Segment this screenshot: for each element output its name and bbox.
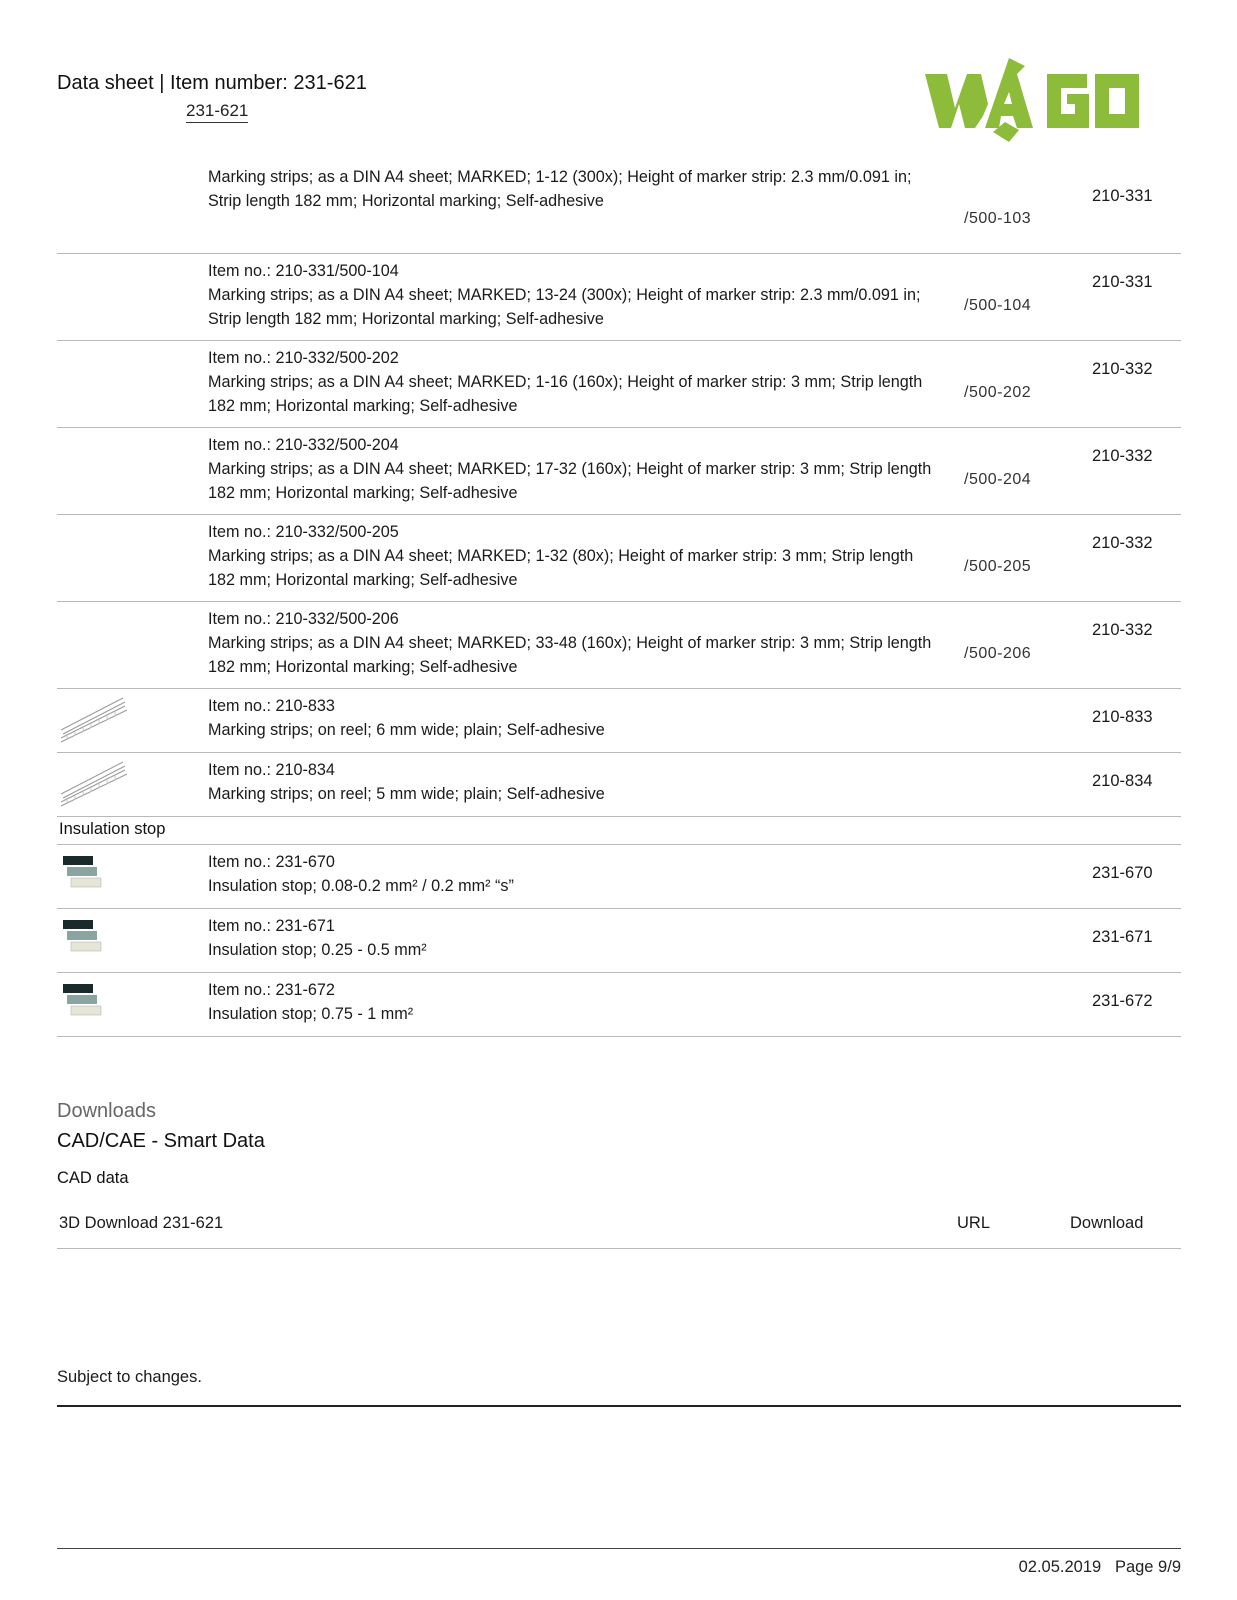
item-number: Item no.: 210-332/500-202 — [208, 349, 399, 367]
item-description: Item no.: 210-331/500-104 Marking strips; as a DIN A4 sheet; MARKED; 13-24 (300x); Height of marker strip: 2.3 mm/0.091 in; Strip length 182 mm; Horizontal marking; Self-adhesive — [208, 259, 958, 331]
item-description: Item no.: 210-332/500-202 Marking strips; as a DIN A4 sheet; MARKED; 1-16 (160x); Height of marker strip: 3 mm; Strip length 182 mm; Horizontal marking; Self-adhesive — [208, 346, 958, 418]
item-suffix: /500-202 — [964, 384, 1032, 401]
item-description: Item no.: 231-670 Insulation stop; 0.08-0.2 mm² / 0.2 mm² “s” — [208, 850, 958, 898]
item-suffix: /500-204 — [964, 471, 1032, 488]
table-row — [57, 160, 1181, 254]
item-description: Item no.: 210-332/500-205 Marking strips; as a DIN A4 sheet; MARKED; 1-32 (80x); Height of marker strip: 3 mm; Strip length 182 mm; Horizontal marking; Self-adhesive — [208, 520, 958, 592]
download-row — [57, 1200, 1181, 1249]
item-number: Item no.: 231-670 — [208, 853, 335, 871]
item-suffix: /500-104 — [964, 297, 1032, 314]
section-header-row — [57, 816, 1181, 845]
wago-logo — [925, 58, 1180, 144]
page-title: Data sheet | Item number: 231-621 — [57, 72, 367, 94]
marking-strip-reel-image — [59, 758, 129, 808]
item-number: Item no.: 210-332/500-205 — [208, 523, 399, 541]
item-description: Item no.: 210-332/500-206 Marking strips; as a DIN A4 sheet; MARKED; 33-48 (160x); Height of marker strip: 3 mm; Strip length 182 mm; Horizontal marking; Self-adhesive — [208, 607, 958, 679]
insulation-stop-image — [59, 978, 129, 1028]
item-number: Item no.: 210-834 — [208, 761, 335, 779]
footer-divider — [57, 1405, 1181, 1407]
table-row — [57, 340, 1181, 428]
download-type: URL — [957, 1214, 991, 1232]
marking-strip-reel-image — [59, 694, 129, 744]
item-ref-link[interactable]: 210-834 — [1092, 772, 1153, 790]
item-number: Item no.: 210-833 — [208, 697, 335, 715]
item-suffix: /500-103 — [964, 210, 1032, 227]
footer-date-page: 02.05.2019 Page 9/9 — [1018, 1558, 1181, 1576]
downloads-heading: Downloads — [57, 1100, 156, 1122]
table-row — [57, 601, 1181, 689]
insulation-stop-image — [59, 914, 129, 964]
table-row — [57, 908, 1181, 973]
item-number: Item no.: 210-332/500-204 — [208, 436, 399, 454]
item-ref-link[interactable]: 210-331 — [1092, 273, 1153, 291]
item-number: Item no.: 231-671 — [208, 917, 335, 935]
item-description: Item no.: 231-672 Insulation stop; 0.75 - 1 mm² — [208, 978, 958, 1026]
subject-to-changes-note: Subject to changes. — [57, 1368, 202, 1386]
item-number: Item no.: 210-332/500-206 — [208, 610, 399, 628]
table-row — [57, 844, 1181, 909]
item-ref-link[interactable]: 210-332 — [1092, 534, 1153, 552]
item-number: Item no.: 210-331/500-104 — [208, 262, 399, 280]
download-link[interactable]: Download — [1070, 1214, 1144, 1232]
item-ref-link[interactable]: 231-672 — [1092, 992, 1153, 1010]
footer-rule — [57, 1548, 1181, 1549]
section-label: Insulation stop — [59, 820, 166, 838]
item-description: Marking strips; as a DIN A4 sheet; MARKED; 1-12 (300x); Height of marker strip: 2.3 mm/0.091 in; Strip length 182 mm; Horizontal marking; Self-adhesive — [208, 168, 912, 210]
item-description: Item no.: 210-332/500-204 Marking strips; as a DIN A4 sheet; MARKED; 17-32 (160x); Height of marker strip: 3 mm; Strip length 182 mm; Horizontal marking; Self-adhesive — [208, 433, 958, 505]
item-ref-link[interactable]: 231-671 — [1092, 928, 1153, 946]
item-ref-link[interactable]: 210-332 — [1092, 621, 1153, 639]
item-number-link[interactable]: 231-621 — [186, 101, 248, 123]
table-row — [57, 514, 1181, 602]
item-ref-link[interactable]: 210-332 — [1092, 360, 1153, 378]
item-description: Item no.: 231-671 Insulation stop; 0.25 - 0.5 mm² — [208, 914, 958, 962]
item-ref-link[interactable]: 210-331 — [1092, 187, 1153, 205]
item-suffix: /500-206 — [964, 645, 1032, 662]
item-description: Item no.: 210-834 Marking strips; on reel; 5 mm wide; plain; Self-adhesive — [208, 758, 958, 806]
download-item-name: 3D Download 231-621 — [59, 1214, 224, 1232]
item-number: Item no.: 231-672 — [208, 981, 335, 999]
cad-data-label: CAD data — [57, 1169, 129, 1187]
item-suffix: /500-205 — [964, 558, 1032, 575]
table-row — [57, 427, 1181, 515]
item-description: Item no.: 210-833 Marking strips; on reel; 6 mm wide; plain; Self-adhesive — [208, 694, 958, 742]
table-row — [57, 253, 1181, 341]
table-row — [57, 688, 1181, 753]
item-ref-link[interactable]: 231-670 — [1092, 864, 1153, 882]
table-row — [57, 752, 1181, 817]
insulation-stop-image — [59, 850, 129, 900]
table-row — [57, 972, 1181, 1037]
item-ref-link[interactable]: 210-833 — [1092, 708, 1153, 726]
item-ref-link[interactable]: 210-332 — [1092, 447, 1153, 465]
cad-cae-heading: CAD/CAE - Smart Data — [57, 1130, 265, 1152]
